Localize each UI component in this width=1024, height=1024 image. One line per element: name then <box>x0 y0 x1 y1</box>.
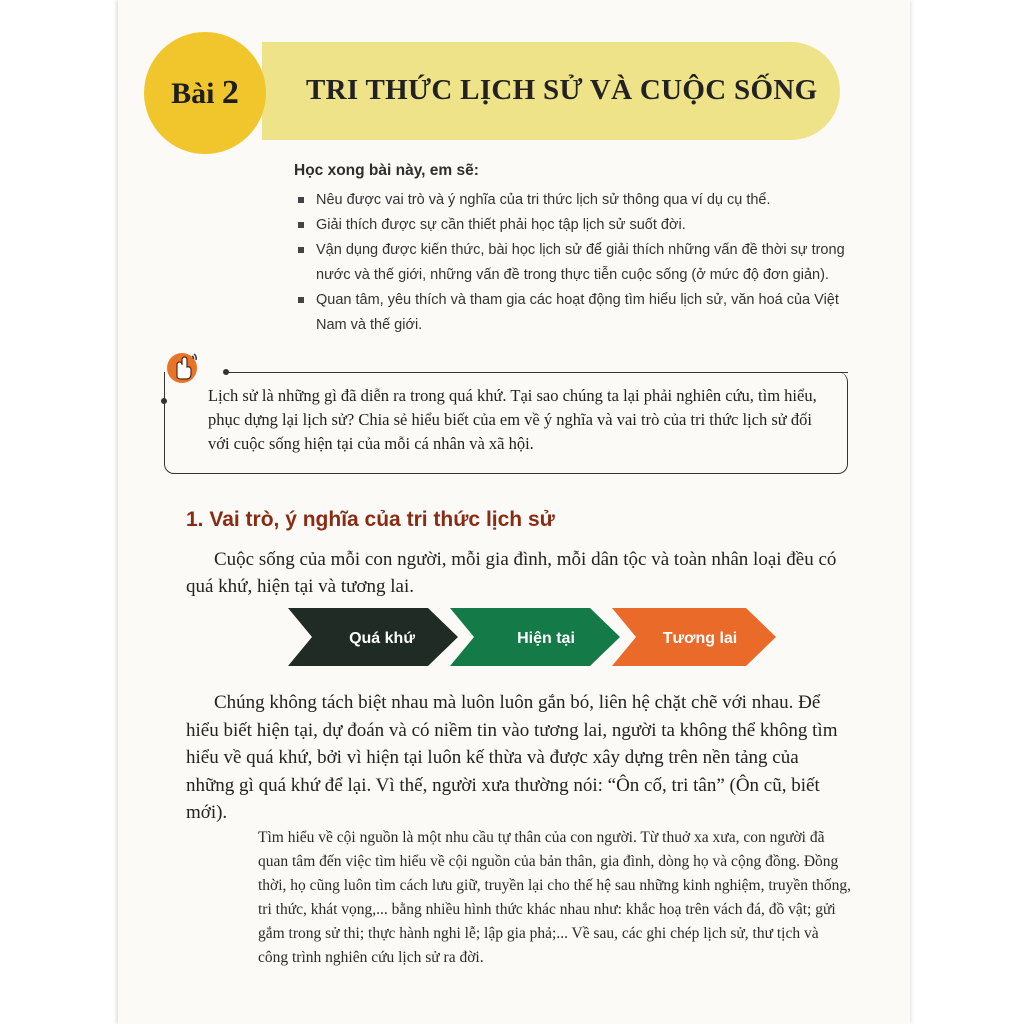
lesson-badge-text <box>171 74 239 112</box>
objectives-list <box>298 188 858 338</box>
box-dot <box>161 398 167 404</box>
lesson-label: Bài <box>171 77 215 110</box>
objective-text: Giải thích được sự cần thiết phải học tập lịch sử suốt đời. <box>316 217 686 233</box>
objective-item <box>298 238 858 288</box>
objective-text: Vận dụng được kiến thức, bài học lịch sử để giải thích những vấn đề thời sự trong nước và thế giới, những vấn đề trong thực tiễn cuộc sống (ở mức độ đơn giản). <box>316 242 845 283</box>
arrow-future-label: Tương lai <box>662 630 738 647</box>
objective-item <box>298 188 858 213</box>
arrow-present-label: Hiện tại <box>517 630 575 647</box>
square-bullet-icon <box>298 197 304 203</box>
square-bullet-icon <box>298 297 304 303</box>
paragraph-2-text: Chúng không tách biệt nhau mà luôn luôn gắn bó, liên hệ chặt chẽ với nhau. Để hiểu biết hiện tại, dự đoán và có niềm tin vào tương lai, người ta không thể không tìm hiểu về quá khứ, bởi vì hiện tại luôn kế thừa và được xây dựng trên nền tảng của những gì quá khứ để lại. Vì thế, người xưa thường nói: “Ôn cố, tri tân” (Ôn cũ, biết mới). <box>186 692 838 823</box>
quote-block: Tìm hiểu về cội nguồn là một nhu cầu tự thân của con người. Từ thuở xa xưa, con người đã quan tâm đến việc tìm hiểu về cội nguồn của bản thân, gia đình, dòng họ và cộng đồng. Đồng thời, họ cũng luôn tìm cách lưu giữ, truyền lại cho thế hệ sau những kinh nghiệm, truyền thống, tri thức, khát vọng,... bằng nhiều hình thức khác nhau như: khắc hoạ trên vách đá, đồ vật; gửi gắm trong sử thi; thực hành nghi lễ; lập gia phả;... Về sau, các ghi chép lịch sử, thư tịch và công trình nghiên cứu lịch sử ra đời. <box>258 829 852 966</box>
arrow-past-label: Quá khứ <box>349 630 415 647</box>
objective-item <box>298 288 858 338</box>
section-heading: 1. Vai trò, ý nghĩa của tri thức lịch sử <box>186 508 555 531</box>
square-bullet-icon <box>298 222 304 228</box>
paragraph-2 <box>186 689 850 827</box>
lesson-badge <box>144 32 266 154</box>
objective-item <box>298 213 858 238</box>
lesson-title: TRI THỨC LỊCH SỬ VÀ CUỘC SỐNG <box>306 74 818 106</box>
objective-text: Quan tâm, yêu thích và tham gia các hoạt động tìm hiểu lịch sử, văn hoá của Việt Nam và thế giới. <box>316 292 839 333</box>
square-bullet-icon <box>298 247 304 253</box>
paragraph-1-text: Cuộc sống của mỗi con người, mỗi gia đình, mỗi dân tộc và toàn nhân loại đều có quá khứ, hiện tại và tương lai. <box>186 549 837 597</box>
starter-question-text: Lịch sử là những gì đã diễn ra trong quá khứ. Tại sao chúng ta lại phải nghiên cứu, tìm hiểu, phục dựng lại lịch sử? Chia sẻ hiểu biết của em về ý nghĩa và vai trò của tri thức lịch sử đối với cuộc sống hiện tại của mỗi cá nhân và xã hội. <box>208 386 817 453</box>
starter-question <box>186 384 836 456</box>
objective-text: Nêu được vai trò và ý nghĩa của tri thức lịch sử thông qua ví dụ cụ thể. <box>316 192 771 208</box>
paragraph-1 <box>186 546 846 600</box>
objectives-intro: Học xong bài này, em sẽ: <box>294 162 479 179</box>
timeline-arrows <box>288 608 778 666</box>
lesson-number: 2 <box>221 74 239 111</box>
